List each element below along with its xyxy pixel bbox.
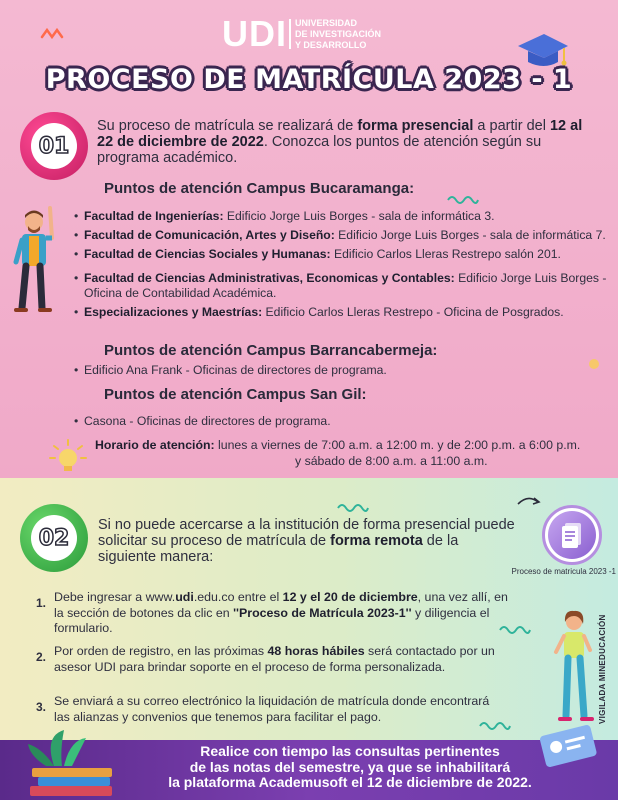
hours-weekdays: lunes a viernes de 7:00 a.m. a 12:00 m. y de 2:00 p.m. a 6:00 p.m. — [214, 438, 581, 452]
woman-illustration-icon — [550, 608, 598, 726]
bucaramanga-list — [74, 209, 609, 324]
list-item: • Casona - Oficinas de directores de programa. — [74, 414, 594, 429]
list-item: • Facultad de Comunicación, Artes y Diseño: Edificio Jorge Luis Borges - sala de informática 7. — [74, 228, 609, 243]
document-icon — [548, 511, 596, 559]
intro-text: Su proceso de matrícula se realizará de — [97, 118, 358, 134]
vigilada-label — [598, 612, 612, 724]
step-number: 1. — [36, 596, 47, 610]
footer-notice — [140, 744, 560, 791]
list-item: • Facultad de Ciencias Administrativas, Economicas y Contables: Edificio Jorge Luis Borges - Oficina de Contabilidad Académica. — [74, 271, 609, 301]
footer-line: de las notas del semestre, ya que se inhabilitará — [189, 758, 511, 775]
step-number: 2. — [36, 650, 47, 664]
step-badge-01 — [20, 112, 88, 180]
hours-label: Horario de atención: — [95, 438, 215, 452]
squiggle-decoration-icon — [336, 500, 370, 512]
sangil-list — [74, 414, 594, 433]
logo-line: Y DESARROLLO — [295, 39, 367, 50]
books-plant-icon — [24, 726, 120, 800]
step-badge-02 — [20, 504, 88, 572]
list-item: • Edificio Ana Frank - Oficinas de directores de programa. — [74, 363, 594, 378]
list-item: • Especializaciones y Maestrías: Edificio Carlos Lleras Restrepo - Oficina de Posgrados. — [74, 305, 609, 320]
page-title: PROCESO DE MATRÍCULA 2023 - 1 — [45, 64, 573, 95]
list-item: 1. Debe ingresar a www.udi.edu.co entre el 12 y el 20 de diciembre, una vez allí, en la sección de botones da clic en ''Proceso de Matrícula 2023-1'' y diligencia el formulario. — [36, 590, 508, 635]
section1-intro — [97, 118, 597, 166]
hours-saturday: y sábado de 8:00 a.m. a 11:00 a.m. — [295, 454, 488, 468]
section2-intro — [98, 517, 518, 565]
intro-text: a partir del — [473, 118, 550, 134]
vigilada-text: VIGILADA MINEDUCACIÓN — [598, 614, 607, 724]
step-number: 3. — [36, 700, 47, 714]
intro-highlight: forma presencial — [357, 118, 474, 134]
logo-divider — [289, 19, 291, 49]
squiggle-decoration-icon — [446, 192, 480, 204]
list-item: 3. Se enviará a su correo electrónico la liquidación de matrícula donde encontrará las alianzas y convenios que tenemos para facilitar el pago. — [36, 694, 490, 724]
list-item: 2. Por orden de registro, en las próximas 48 horas hábiles será contactado por un asesor UDI para brindar soporte en el proceso de forma personalizada. — [36, 644, 495, 674]
badge-number: 01 — [31, 123, 77, 169]
document-caption: Proceso de matricula 2023 -1 — [511, 567, 616, 576]
bucaramanga-heading: Puntos de atención Campus Bucaramanga: — [104, 180, 415, 197]
intro-dates: 12 al 22 de diciembre de 2022 — [97, 118, 583, 150]
intro-text: de la siguiente manera: — [98, 533, 459, 565]
barranca-heading: Puntos de atención Campus Barrancabermeja: — [104, 342, 438, 359]
logo-mark: UDI — [222, 13, 287, 54]
man-illustration-icon — [4, 204, 60, 316]
intro-text: Si no puede acercarse a la institución de forma presencial puede solicitar su proceso de matrícula de — [98, 517, 515, 549]
intro-highlight: forma remota — [330, 533, 423, 549]
remote-steps-list — [38, 644, 508, 675]
list-item: • Facultad de Ciencias Sociales y Humanas: Edificio Carlos Lleras Restrepo salón 201. — [74, 247, 609, 262]
sangil-heading: Puntos de atención Campus San Gil: — [104, 386, 367, 403]
badge-number: 02 — [31, 515, 77, 561]
curved-arrow-icon — [516, 494, 542, 508]
barranca-list — [74, 363, 594, 382]
udi-logo — [222, 13, 382, 54]
remote-steps-list — [38, 590, 508, 637]
footer-line: Realice con tiempo las consultas pertinentes — [200, 743, 500, 759]
lightbulb-icon — [46, 434, 90, 478]
remote-steps-list — [38, 694, 508, 725]
list-item: • Facultad de Ingenierías: Edificio Jorge Luis Borges - sala de informática 3. — [74, 209, 609, 224]
footer-line: la plataforma Academusoft el 12 de diciembre de 2022. — [168, 774, 532, 790]
logo-text — [295, 18, 381, 51]
logo-line: DE INVESTIGACIÓN — [295, 28, 382, 39]
intro-text: . Conozca los puntos de atención según su programa académico. — [97, 134, 542, 166]
logo-line: UNIVERSIDAD — [295, 17, 358, 28]
squiggle-decoration-icon — [40, 26, 64, 40]
opening-hours — [95, 437, 615, 469]
document-circle — [542, 505, 602, 565]
